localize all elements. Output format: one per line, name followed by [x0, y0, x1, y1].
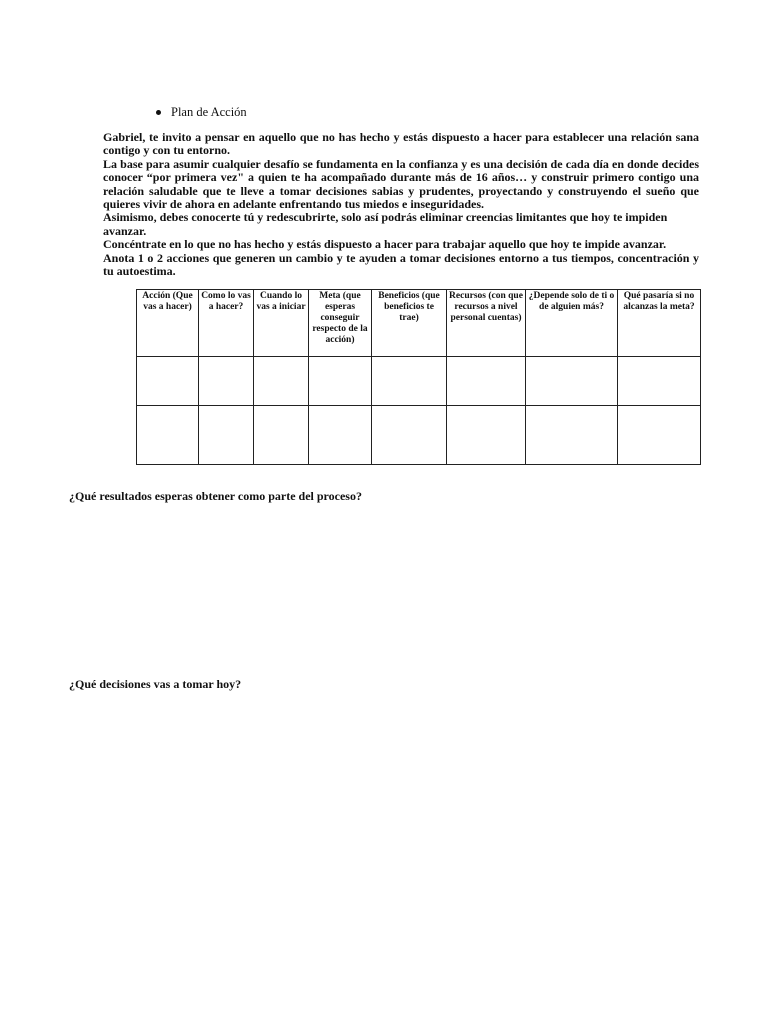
question-decisions-today: ¿Qué decisiones vas a tomar hoy? [69, 677, 242, 691]
section-heading [156, 104, 247, 120]
paragraph-intro: Gabriel, te invito a pensar en aquello que no has hecho y estás dispuesto a hacer para establecer una relación sana contigo y con tu entorno. [103, 130, 699, 158]
table-cell[interactable] [309, 357, 372, 406]
table-cell[interactable] [199, 406, 254, 465]
paragraph-self-knowledge: Asimismo, debes conocerte tú y redescubrirte, solo así podrás eliminar creencias limitantes que hoy te impiden avanzar. [103, 210, 668, 238]
header-how: Como lo vas a hacer? [199, 290, 254, 357]
header-depends: ¿Depende solo de ti o de alguien más? [526, 290, 618, 357]
table-cell[interactable] [137, 406, 199, 465]
table-cell[interactable] [137, 357, 199, 406]
table-cell[interactable] [199, 357, 254, 406]
table-cell[interactable] [618, 406, 701, 465]
table-row [137, 357, 701, 406]
table-cell[interactable] [254, 357, 309, 406]
header-goal: Meta (que esperas conseguir respecto de la acción) [309, 290, 372, 357]
section-heading-label: Plan de Acción [171, 105, 247, 119]
header-resources: Recursos (con que recursos a nivel personal cuentas) [447, 290, 526, 357]
paragraph-focus: Concéntrate en lo que no has hecho y estás dispuesto a hacer para trabajar aquello que hoy te impide avanzar. [103, 237, 667, 252]
table-cell[interactable] [254, 406, 309, 465]
question-expected-results: ¿Qué resultados esperas obtener como parte del proceso? [69, 489, 362, 503]
paragraph-confidence: La base para asumir cualquier desafío se fundamenta en la confianza y es una decisión de cada día en donde decides conocer “por primera vez" a quien te ha acompañado durante más de 16 años… y construir primero contigo una relación saludable que te lleve a tomar decisiones sabias y prudentes, proyectando y construyendo el sueño que quieres vivir de ahora en adelante enfrentando tus miedos e inseguridades. [103, 156, 699, 212]
header-when: Cuando lo vas a iniciar [254, 290, 309, 357]
table-cell[interactable] [618, 357, 701, 406]
table-cell[interactable] [447, 357, 526, 406]
table-cell[interactable] [372, 357, 447, 406]
bullet-icon [156, 110, 161, 115]
table-cell[interactable] [526, 357, 618, 406]
table-row [137, 406, 701, 465]
paragraph-instruction: Anota 1 o 2 acciones que generen un cambio y te ayuden a tomar decisiones entorno a tus tiempos, concentración y tu autoestima. [103, 250, 699, 279]
table-cell[interactable] [372, 406, 447, 465]
table-cell[interactable] [526, 406, 618, 465]
table-header-row [137, 290, 701, 357]
header-action: Acción (Que vas a hacer) [137, 290, 199, 357]
action-plan-table [136, 289, 701, 465]
intro-text [103, 131, 699, 278]
header-what-if: Qué pasaría si no alcanzas la meta? [618, 290, 701, 357]
header-benefits: Beneficios (que beneficios te trae) [372, 290, 447, 357]
table-cell[interactable] [447, 406, 526, 465]
table-cell[interactable] [309, 406, 372, 465]
